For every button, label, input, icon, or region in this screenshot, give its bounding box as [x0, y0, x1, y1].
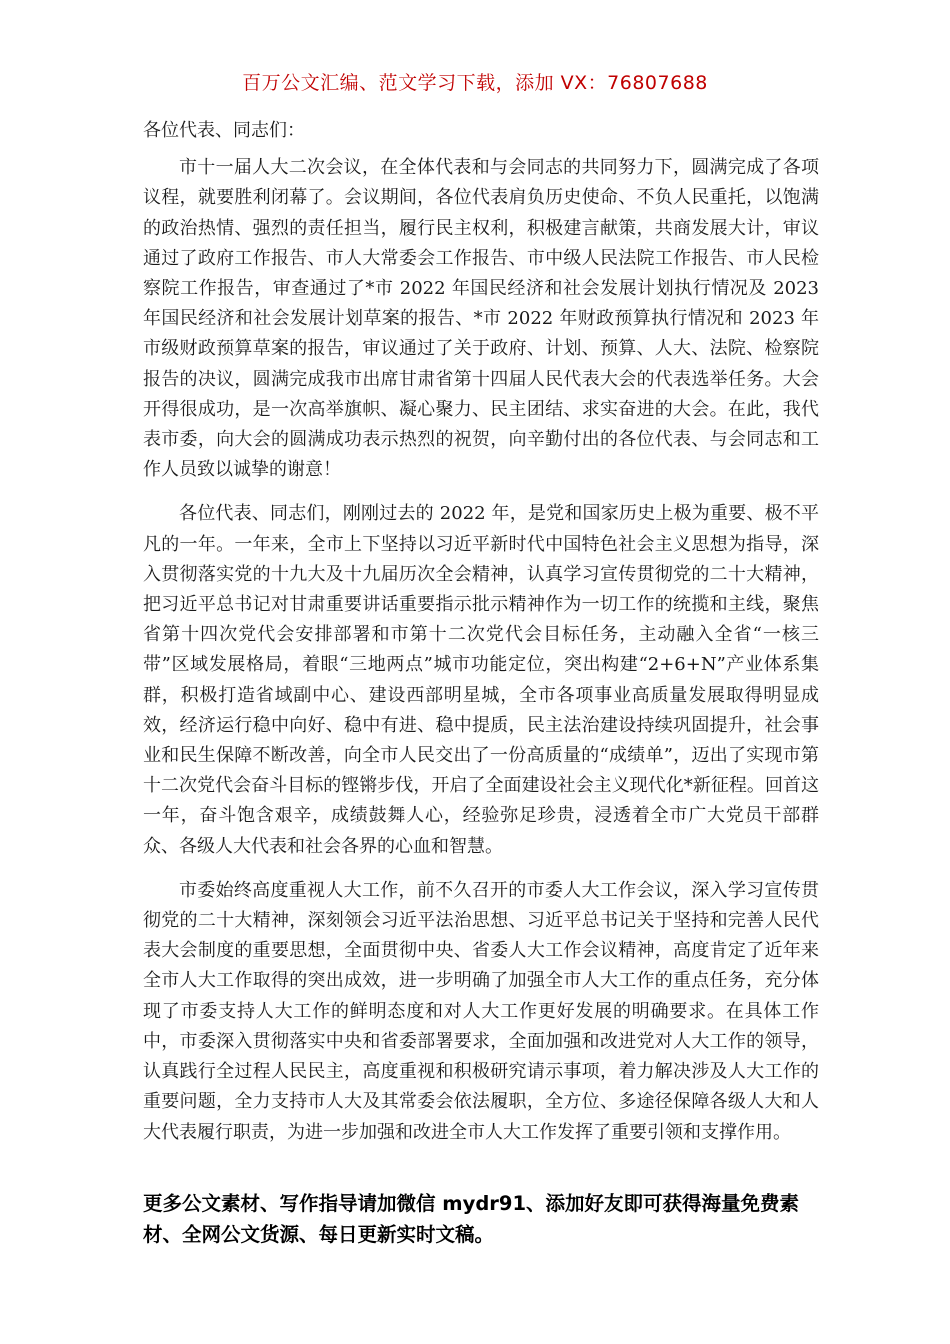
promo-footer-note: 更多公文素材、写作指导请加微信 mydr91、添加好友即可获得海量免费素材、全网公文货源、每日更新实时文稿。 [143, 1192, 800, 1246]
paragraph-party-support-for-congress: 市委始终高度重视人大工作，前不久召开的市委人大工作会议，深入学习宣传贯彻党的二十大精神，深刻领会习近平法治思想、习近平总书记关于坚持和完善人民代表大会制度的重要思想，全面贯彻中央、省委人大工作会议精神，高度肯定了近年来全市人大工作取得的突出成效，进一步明确了加强全市人大工作的重点任务，充分体现了市委支持人大工作的鲜明态度和对人大工作更好发展的明确要求。在具体工作中，市委深入贯彻落实中央和省委部署要求，全面加强和改进党对人大工作的领导，认真践行全过程人民民主，高度重视和积极研究请示事项，着力解决涉及人大工作的重要问题，全力支持市人大及其常委会依法履职，全方位、多途径保障各级人大和人大代表履行职责，为进一步加强和改进全市人大工作发挥了重要引领和支撑作用。 [143, 879, 819, 1143]
paragraph-closing-congratulations: 市十一届人大二次会议，在全体代表和与会同志的共同努力下，圆满完成了各项议程，就要胜利闭幕了。会议期间，各位代表肩负历史使命、不负人民重托，以饱满的政治热情、强烈的责任担当，履行民主权利，积极建言献策，共商发展大计，审议通过了政府工作报告、市人大常委会工作报告、市中级人民法院工作报告、市人民检察院工作报告，审查通过了*市 2022 年国民经济和社会发展计划执行情况及 2023 年国民经济和社会发展计划草案的报告、*市 2022 年财政预算执行情况和 2023 年市级财政预算草案的报告，审议通过了关于政府、计划、预算、人大、法院、检察院报告的决议，圆满完成我市出席甘肃省第十四届人民代表大会的代表选举任务。大会开得很成功，是一次高举旗帜、凝心聚力、民主团结、求实奋进的大会。在此，我代表市委，向大会的圆满成功表示热烈的祝贺，向辛勤付出的各位代表、与会同志和工作人员致以诚挚的谢意！ [143, 157, 819, 481]
salutation: 各位代表、同志们： [143, 120, 305, 141]
promo-header-banner: 百万公文汇编、范文学习下载，添加 VX：76807688 [242, 72, 708, 94]
speech-body [143, 116, 819, 1162]
paragraph-2022-review: 各位代表、同志们，刚刚过去的 2022 年，是党和国家历史上极为重要、极不平凡的一年。一年来，全市上下坚持以习近平新时代中国特色社会主义思想为指导，深入贯彻落实党的十九大及十九届历次全会精神，认真学习宣传贯彻党的二十大精神，把习近平总书记对甘肃重要讲话重要指示批示精神作为一切工作的统揽和主线，聚焦省第十四次党代会安排部署和市第十二次党代会目标任务，主动融入全省“一核三带”区域发展格局，着眼“三地两点”城市功能定位，突出构建“2+6+N”产业体系集群，积极打造省域副中心、建设西部明星城，全市各项事业高质量发展取得明显成效，经济运行稳中向好、稳中有进、稳中提质，民主法治建设持续巩固提升，社会事业和民生保障不断改善，向全市人民交出了一份高质量的“成绩单”，迈出了实现市第十二次党代会奋斗目标的铿锵步伐，开启了全面建设社会主义现代化*新征程。回首这一年，奋斗饱含艰辛，成绩鼓舞人心，经验弥足珍贵，浸透着全市广大党员干部群众、各级人大代表和社会各界的心血和智慧。 [143, 503, 819, 857]
